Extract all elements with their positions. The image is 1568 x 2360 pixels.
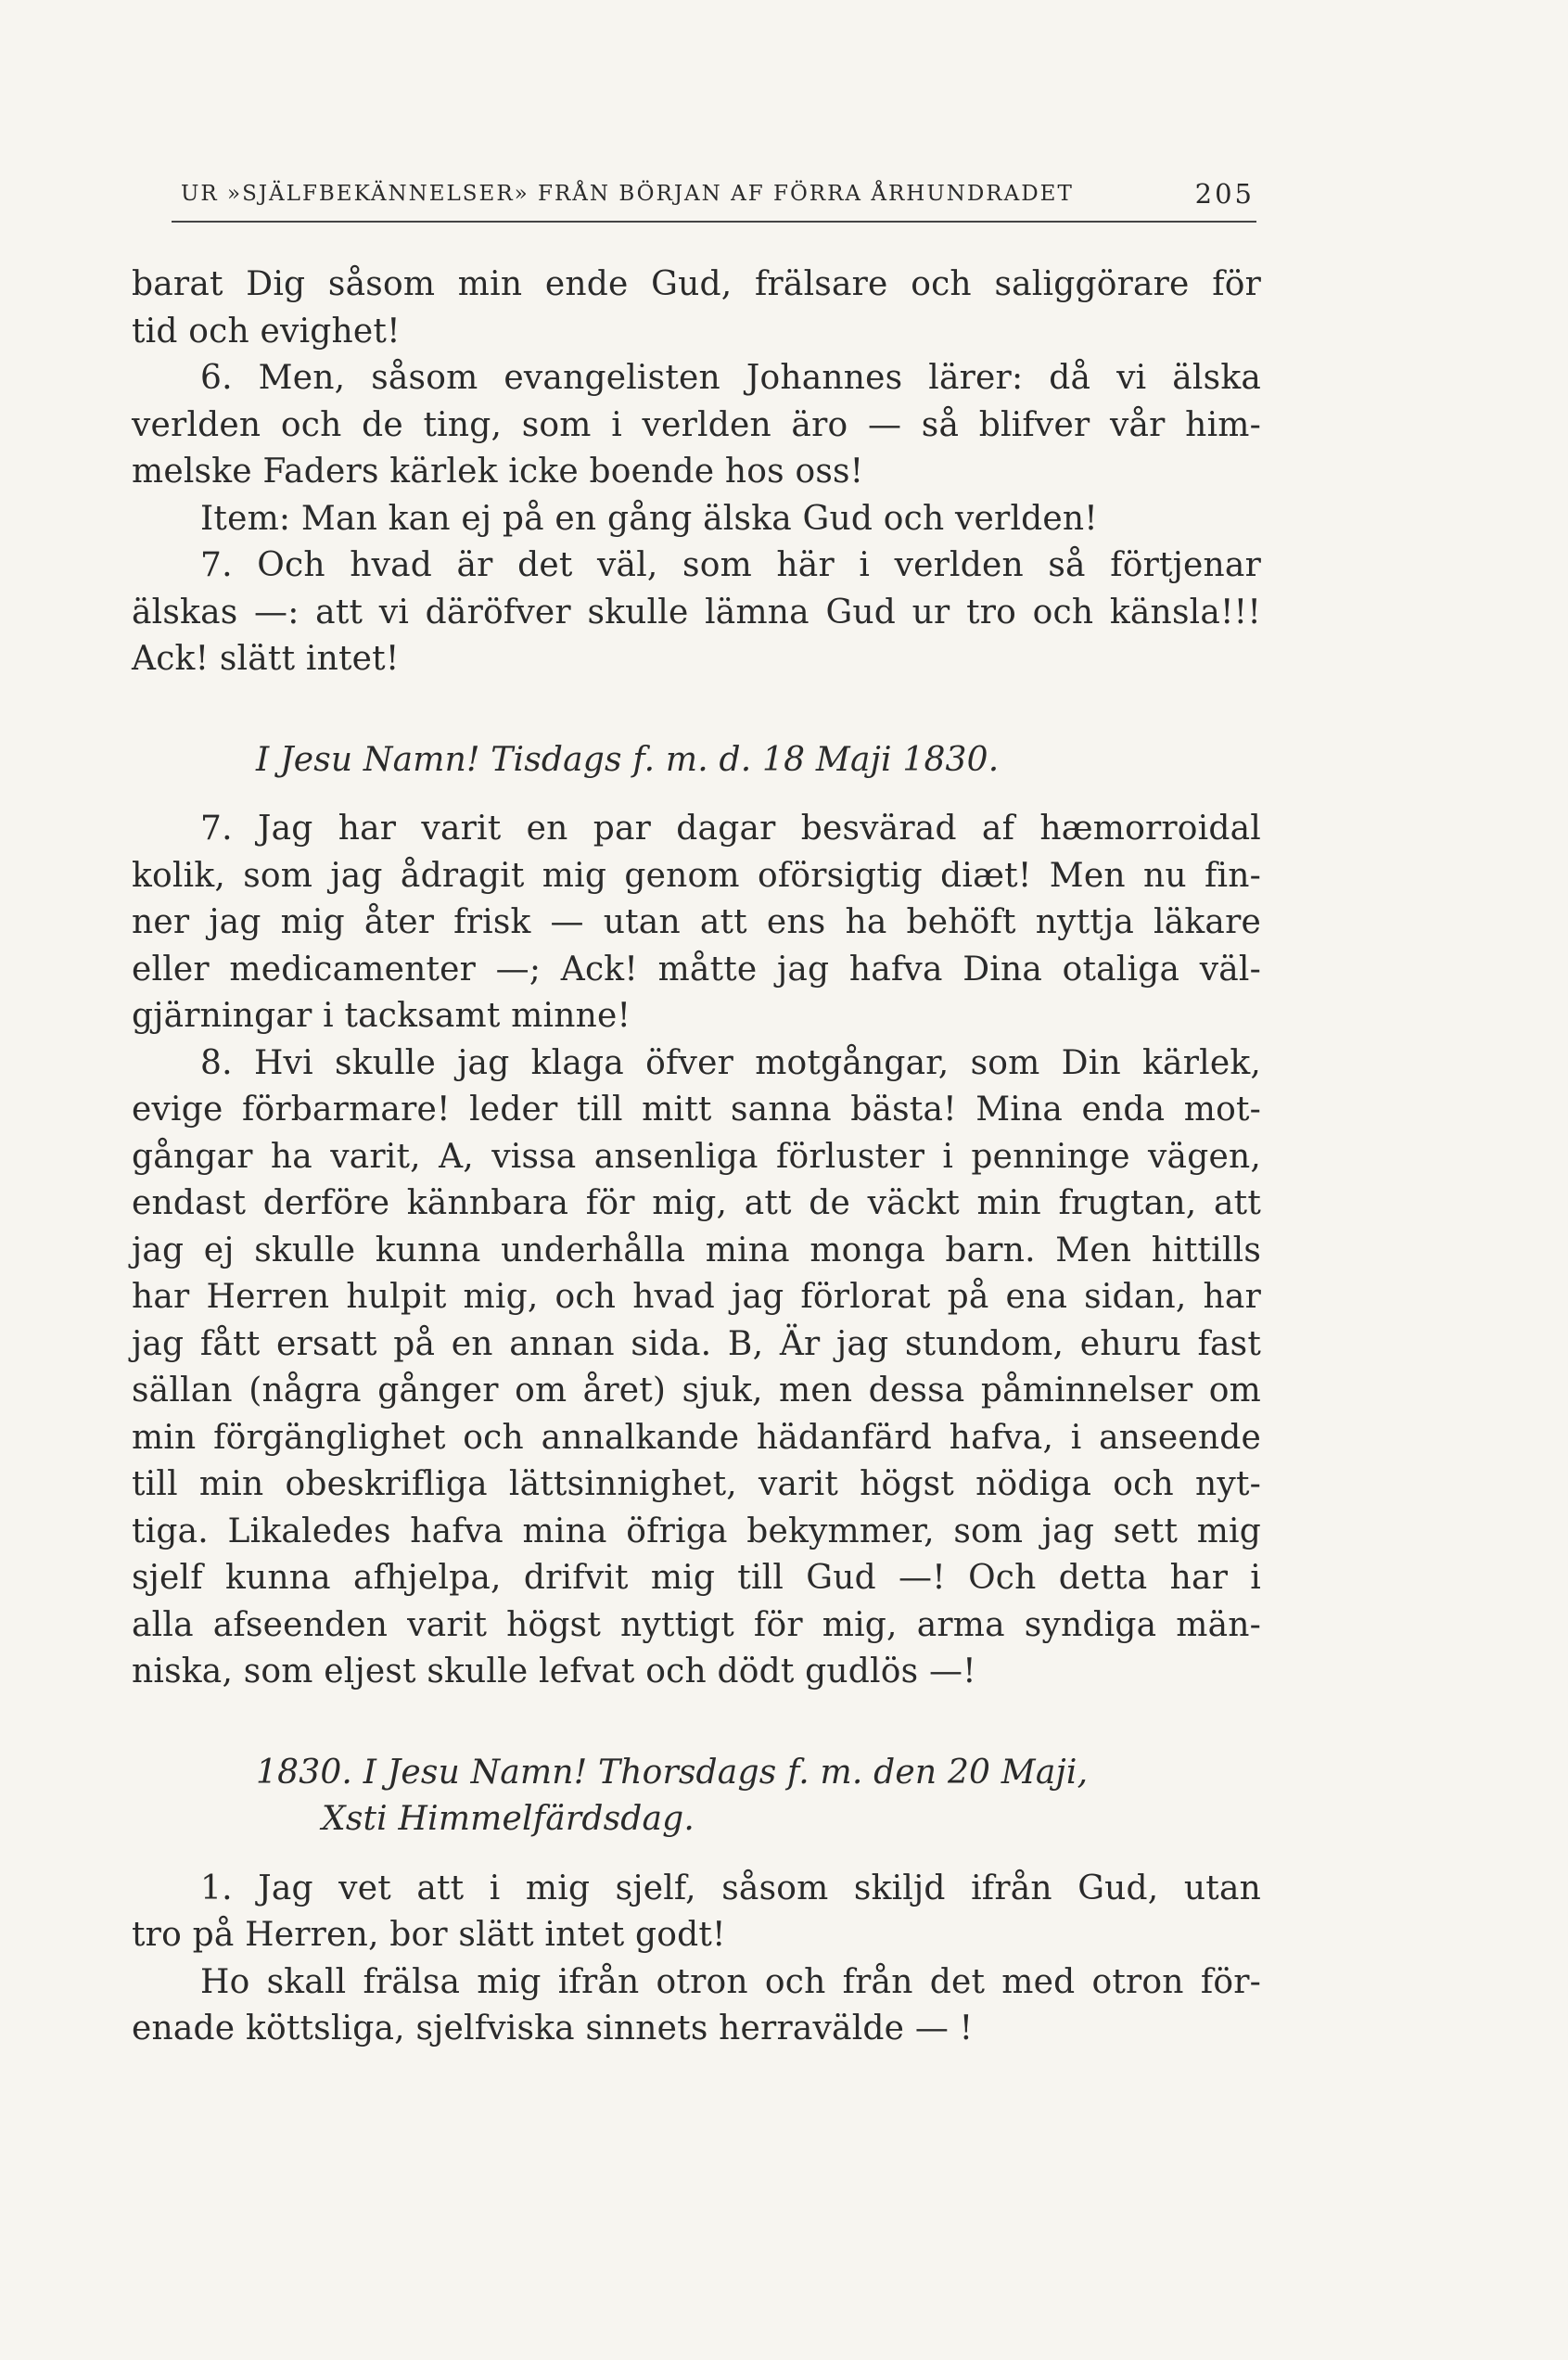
text-line: älskas —: att vi däröfver skulle lämna Gud ur tro och känsla!!!	[132, 593, 1261, 631]
text-line: 6. Men, såsom evangelisten Johannes lärer: då vi älska	[200, 359, 1261, 397]
text-line: ner jag mig åter frisk — utan att ens ha behöft nyttja läkare	[132, 903, 1261, 941]
text-line: 7. Och hvad är det väl, som här i verlden så förtjenar	[200, 546, 1261, 584]
text-line: 7. Jag har varit en par dagar besvärad af hæmorroidal	[200, 810, 1261, 848]
text-line: endast derföre kännbara för mig, att de väckt min frugtan, att	[132, 1184, 1261, 1222]
text-line: jag fått ersatt på en annan sida. B, Är jag stundom, ehuru fast	[132, 1324, 1261, 1363]
running-header	[172, 174, 1256, 223]
text-line: tro på Herren, bor slätt intet godt!	[132, 1916, 726, 1954]
text-line: har Herren hulpit mig, och hvad jag förlorat på ena sidan, har	[132, 1278, 1261, 1316]
text-line: Ho skall frälsa mig ifrån otron och från det med otron för-	[200, 1962, 1261, 2001]
text-line: melske Faders kärlek icke boende hos oss!	[132, 453, 864, 491]
text-line: till min obeskrifliga lättsinnighet, varit högst nödiga och nyt-	[132, 1465, 1261, 1503]
text-line: tiga. Likaledes hafva mina öfriga bekymmer, som jag sett mig	[132, 1512, 1261, 1550]
text-line: min förgänglighet och annalkande hädanfärd hafva, i anseende	[132, 1418, 1261, 1457]
text-line: verlden och de ting, som i verlden äro — så blifver vår him-	[132, 405, 1261, 444]
text-line: barat Dig såsom min ende Gud, frälsare och saliggörare för	[132, 265, 1261, 303]
text-line: evige förbarmare! leder till mitt sanna bästa! Mina enda mot-	[132, 1091, 1261, 1129]
text-line: Item: Man kan ej på en gång älska Gud och verlden!	[200, 499, 1098, 538]
text-line: alla afseenden varit högst nyttigt för mig, arma syndiga män-	[132, 1605, 1261, 1644]
text-line: 8. Hvi skulle jag klaga öfver motgångar, som Din kärlek,	[200, 1043, 1261, 1082]
text-line: kolik, som jag ådragit mig genom oförsigtig diæt! Men nu fin-	[132, 856, 1261, 895]
text-line: eller medicamenter —; Ack! måtte jag hafva Dina otaliga väl-	[132, 950, 1261, 989]
text-line: sällan (några gånger om året) sjuk, men dessa påminnelser om	[132, 1371, 1261, 1410]
text-line: niska, som eljest skulle lefvat och dödt gudlös —!	[132, 1652, 976, 1690]
page-number: 205	[1194, 178, 1255, 210]
entry-heading-continued: Xsti Himmelfärdsdag.	[322, 1800, 695, 1838]
text-line: 1. Jag vet att i mig sjelf, såsom skiljd ifrån Gud, utan	[200, 1869, 1261, 1907]
body-text	[132, 262, 1261, 2053]
entry-heading: I Jesu Namn! Tisdags f. m. d. 18 Maji 1830.	[256, 740, 1000, 779]
text-line: enade köttsliga, sjelfviska sinnets herravälde — !	[132, 2009, 974, 2047]
text-line: sjelf kunna afhjelpa, drifvit mig till Gud —! Och detta har i	[132, 1559, 1261, 1597]
running-title: UR »SJÄLFBEKÄNNELSER» FRÅN BÖRJAN AF FÖRRA ÅRHUNDRADET	[181, 182, 1074, 206]
entry-heading: 1830. I Jesu Namn! Thorsdags f. m. den 20 Maji,	[256, 1753, 1089, 1792]
text-line: jag ej skulle kunna underhålla mina monga barn. Men hittills	[132, 1231, 1261, 1269]
text-line: tid och evighet!	[132, 312, 401, 351]
text-line: gjärningar i tacksamt minne!	[132, 997, 631, 1035]
text-line: Ack! slätt intet!	[132, 640, 400, 678]
text-line: gångar ha varit, A, vissa ansenliga förluster i penninge vägen,	[132, 1137, 1261, 1176]
